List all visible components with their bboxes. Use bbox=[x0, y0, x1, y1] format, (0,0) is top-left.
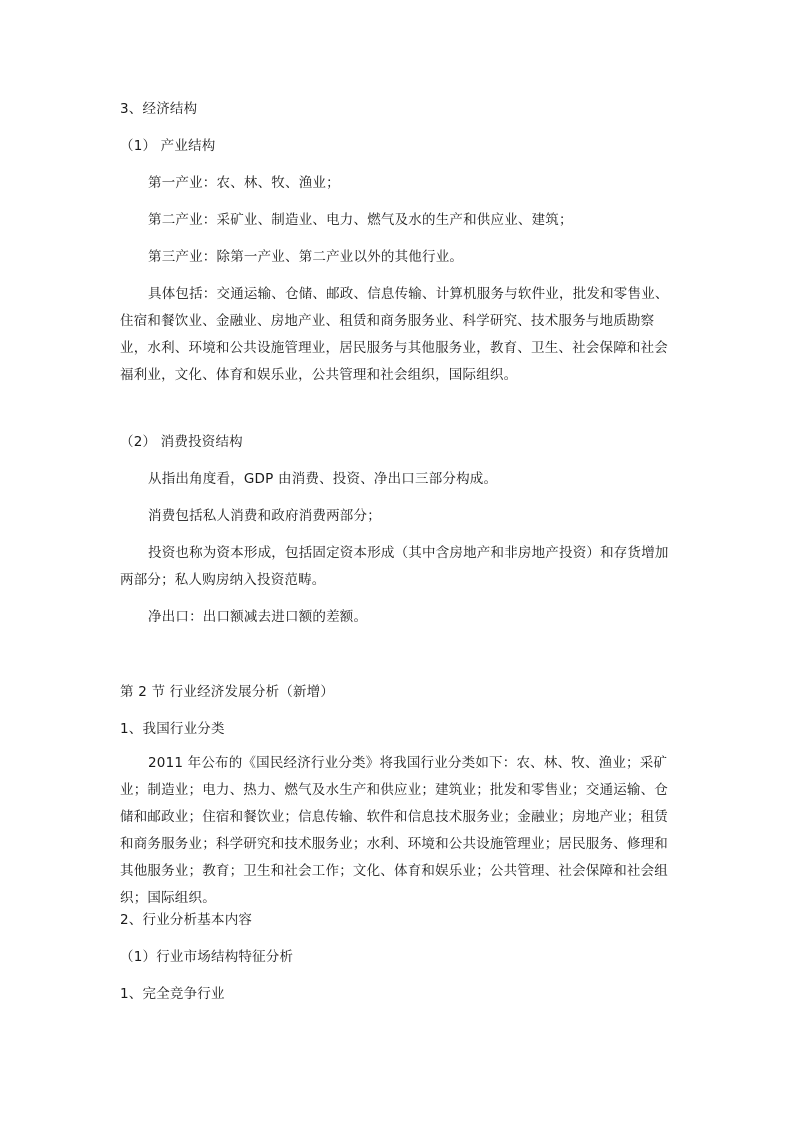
heading-perfect-competition: 1、完全竞争行业 bbox=[120, 986, 225, 1002]
paragraph-primary-industry: 第一产业：农、林、牧、渔业； bbox=[148, 175, 340, 191]
paragraph-consumption: 消费包括私人消费和政府消费两部分； bbox=[148, 508, 381, 524]
subheading-industry-structure: （1） 产业结构 bbox=[120, 138, 216, 154]
subheading-market-structure: （1）行业市场结构特征分析 bbox=[120, 949, 294, 965]
paragraph-tertiary-details: 具体包括：交通运输、仓储、邮政、信息传输、计算机服务与软件业，批发和零售业、住宿和餐饮业、金融业、房地产业、租赁和商务服务业、科学研究、技术服务与地质勘察业，水利、环境和公共设施管理业，居民服务与其他服务业，教育、卫生、社会保障和社会福利业，文化、体育和娱乐业，公共管理和社会组织，国际组织。 bbox=[120, 286, 669, 383]
paragraph-secondary-industry: 第二产业：采矿业、制造业、电力、燃气及水的生产和供应业、建筑； bbox=[148, 212, 573, 228]
paragraph-investment: 投资也称为资本形成，包括固定资本形成（其中含房地产和非房地产投资）和存货增加两部分；私人购房纳入投资范畴。 bbox=[120, 545, 669, 588]
subheading-consumption-investment: （2） 消费投资结构 bbox=[120, 434, 243, 450]
heading-industry-classification: 1、我国行业分类 bbox=[120, 721, 225, 737]
paragraph-gdp-composition: 从指出角度看，GDP 由消费、投资、净出口三部分构成。 bbox=[148, 471, 498, 487]
paragraph-industry-classification: 2011 年公布的《国民经济行业分类》将我国行业分类如下：农、林、牧、渔业；采矿业；制造业；电力、热力、燃气及水生产和供应业；建筑业；批发和零售业；交通运输、仓储和邮政业；住宿和餐饮业；信息传输、软件和信息技术服务业；金融业；房地产业；租赁和商务服务业；科学研究和技术服务业；水利、环境和公共设施管理业；居民服务、修理和其他服务业；教育；卫生和社会工作；文化、体育和娱乐业；公共管理、社会保障和社会组织；国际组织。 bbox=[120, 755, 668, 906]
section-heading-industry-analysis: 第 2 节 行业经济发展分析（新增） bbox=[120, 684, 335, 700]
paragraph-net-export: 净出口：出口额减去进口额的差额。 bbox=[148, 609, 368, 625]
heading-industry-analysis-content: 2、行业分析基本内容 bbox=[120, 912, 253, 928]
section-heading-economic-structure: 3、经济结构 bbox=[120, 101, 198, 117]
paragraph-tertiary-industry: 第三产业：除第一产业、第二产业以外的其他行业。 bbox=[148, 249, 464, 265]
